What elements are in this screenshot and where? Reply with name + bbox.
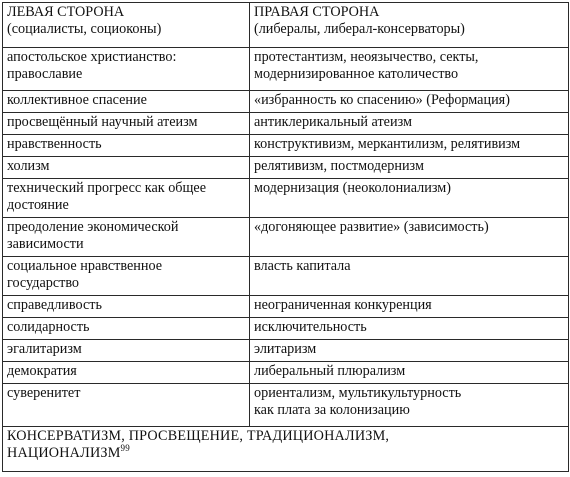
- cell-text: просвещённый научный атеизм: [7, 114, 198, 130]
- cell-text: достояние: [7, 197, 69, 213]
- cell-text: неограниченная конкуренция: [254, 297, 432, 313]
- right-cell: [250, 157, 569, 179]
- cell-text: эгалитаризм: [7, 341, 82, 357]
- footer-line-2-text: НАЦИОНАЛИЗМ: [7, 445, 121, 461]
- cell-text: власть капитала: [254, 258, 351, 274]
- right-cell: [250, 296, 569, 318]
- header-row: [3, 3, 569, 48]
- cell-text: модернизация (неоколониализм): [254, 180, 451, 196]
- left-cell: [3, 157, 250, 179]
- left-cell: [3, 340, 250, 362]
- cell-text: справедливость: [7, 297, 102, 313]
- cell-text: «догоняющее развитие» (зависимость): [254, 219, 489, 235]
- table-row: [3, 257, 569, 296]
- left-cell: [3, 48, 250, 91]
- left-cell: [3, 296, 250, 318]
- cell-text: антиклерикальный атеизм: [254, 114, 412, 130]
- left-cell: [3, 362, 250, 384]
- left-cell: [3, 135, 250, 157]
- right-header-title: ПРАВАЯ СТОРОНА: [254, 4, 380, 20]
- right-cell: [250, 257, 569, 296]
- cell-text: модернизированное католичество: [254, 66, 459, 82]
- table-row: [3, 179, 569, 218]
- table-row: [3, 113, 569, 135]
- table-row: [3, 384, 569, 427]
- cell-text: зависимости: [7, 236, 84, 252]
- left-cell: [3, 318, 250, 340]
- cell-text: демократия: [7, 363, 77, 379]
- left-header-title: ЛЕВАЯ СТОРОНА: [7, 4, 125, 20]
- table-row: [3, 340, 569, 362]
- left-cell: [3, 257, 250, 296]
- right-cell: [250, 91, 569, 113]
- cell-text: как плата за колонизацию: [254, 402, 410, 418]
- table-row: [3, 157, 569, 179]
- footer-line-1: КОНСЕРВАТИЗМ, ПРОСВЕЩЕНИЕ, ТРАДИЦИОНАЛИЗМ,: [7, 428, 390, 444]
- right-cell: [250, 340, 569, 362]
- cell-text: государство: [7, 275, 80, 291]
- left-cell: [3, 113, 250, 135]
- table-row: [3, 218, 569, 257]
- footer-row: [3, 427, 569, 472]
- cell-text: элитаризм: [254, 341, 317, 357]
- cell-text: релятивизм, постмодернизм: [254, 158, 424, 174]
- cell-text: либеральный плюрализм: [254, 363, 406, 379]
- cell-text: апостольское христианство:: [7, 49, 177, 65]
- left-right-comparison-table: [2, 2, 569, 472]
- footnote-marker: 99: [120, 443, 130, 453]
- right-cell: [250, 318, 569, 340]
- table-row: [3, 296, 569, 318]
- cell-text: конструктивизм, меркантилизм, релятивизм: [254, 136, 521, 152]
- right-cell: [250, 135, 569, 157]
- right-header-subtitle: (либералы, либерал-консерваторы): [254, 21, 465, 37]
- left-cell: [3, 179, 250, 218]
- left-cell: [3, 384, 250, 427]
- cell-text: нравственность: [7, 136, 102, 152]
- cell-text: технический прогресс как общее: [7, 180, 207, 196]
- cell-text: преодоление экономической: [7, 219, 179, 235]
- table-row: [3, 48, 569, 91]
- cell-text: холизм: [7, 158, 50, 174]
- left-header-subtitle: (социалисты, социоконы): [7, 21, 162, 37]
- right-cell: [250, 362, 569, 384]
- footer-cell: [3, 427, 569, 472]
- cell-text: православие: [7, 66, 83, 82]
- cell-text: коллективное спасение: [7, 92, 147, 108]
- cell-text: социальное нравственное: [7, 258, 163, 274]
- left-cell: [3, 218, 250, 257]
- table-row: [3, 362, 569, 384]
- cell-text: исключительность: [254, 319, 367, 335]
- right-cell: [250, 218, 569, 257]
- right-cell: [250, 48, 569, 91]
- right-cell: [250, 179, 569, 218]
- table-row: [3, 135, 569, 157]
- footer-line-2: [7, 445, 564, 462]
- cell-text: протестантизм, неоязычество, секты,: [254, 49, 479, 65]
- left-cell: [3, 91, 250, 113]
- cell-text: «избранность ко спасению» (Реформация): [254, 92, 510, 108]
- table-row: [3, 91, 569, 113]
- right-cell: [250, 113, 569, 135]
- right-cell: [250, 384, 569, 427]
- right-column-header: [250, 3, 569, 48]
- cell-text: ориентализм, мультикультурность: [254, 385, 462, 401]
- cell-text: солидарность: [7, 319, 90, 335]
- cell-text: суверенитет: [7, 385, 81, 401]
- table-row: [3, 318, 569, 340]
- left-column-header: [3, 3, 250, 48]
